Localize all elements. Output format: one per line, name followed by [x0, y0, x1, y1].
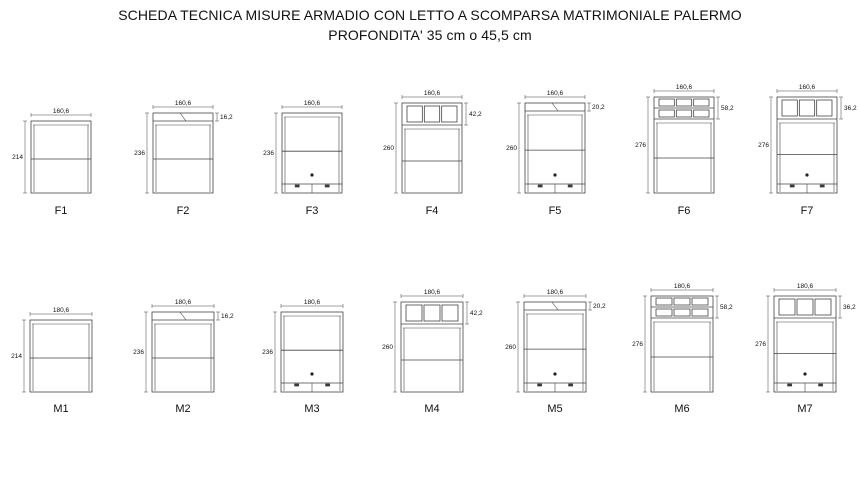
drawer-handle — [788, 384, 792, 386]
drawer-handle — [538, 185, 542, 187]
open-niche — [782, 100, 797, 116]
height-label: 236 — [133, 349, 144, 356]
wardrobe-outline — [30, 320, 92, 392]
wardrobe-outline — [777, 97, 837, 193]
open-niche — [692, 309, 708, 316]
wardrobe-outline — [651, 296, 713, 392]
model-code-label: M7 — [797, 403, 813, 415]
drawer-handle — [295, 384, 299, 386]
wardrobe-m4 — [382, 289, 483, 415]
model-code-label: M1 — [53, 403, 69, 415]
open-niche — [406, 305, 422, 321]
height-label: 214 — [11, 353, 22, 360]
open-niche — [797, 299, 813, 315]
model-code-label: M3 — [304, 403, 320, 415]
handle-dot — [805, 173, 808, 176]
top-height-label: 36,2 — [843, 304, 856, 311]
model-code-label: M2 — [175, 403, 191, 415]
open-niche — [817, 100, 832, 116]
top-flap-line — [552, 103, 558, 111]
open-niche — [442, 305, 458, 321]
wardrobe-f5 — [506, 90, 605, 217]
open-niche — [674, 309, 690, 316]
open-niche — [674, 298, 690, 305]
handle-dot — [553, 372, 556, 375]
width-label: 180,6 — [303, 299, 321, 306]
height-label: 260 — [382, 344, 393, 351]
top-flap-line — [180, 113, 186, 121]
width-label: 180,6 — [423, 289, 441, 296]
handle-dot — [310, 173, 313, 176]
open-niche — [424, 305, 440, 321]
height-label: 236 — [134, 150, 145, 157]
top-height-label: 58,2 — [720, 304, 733, 311]
height-label: 260 — [506, 145, 517, 152]
height-label: 260 — [505, 344, 516, 351]
drawer-handle — [326, 384, 330, 386]
open-niche — [815, 299, 831, 315]
wardrobe-outline — [401, 302, 463, 392]
width-label: 160,6 — [546, 90, 564, 97]
top-height-label: 36,2 — [844, 105, 857, 112]
open-niche — [676, 110, 691, 117]
model-code-label: F1 — [54, 205, 68, 217]
wardrobe-f7 — [758, 84, 857, 217]
top-height-label: 20,2 — [593, 303, 606, 310]
page-title: SCHEDA TECNICA MISURE ARMADIO CON LETTO A SCOMPARSA MATRIMONIALE PALERMO — [118, 7, 742, 23]
top-height-label: 20,2 — [592, 104, 605, 111]
open-niche — [779, 299, 795, 315]
model-code-label: M5 — [547, 403, 563, 415]
top-height-label: 58,2 — [721, 105, 734, 112]
open-niche — [407, 106, 422, 122]
open-niche — [656, 309, 672, 316]
wardrobe-f3 — [263, 100, 342, 217]
open-niche — [424, 106, 439, 122]
wardrobe-f4 — [383, 90, 482, 217]
page-subtitle: PROFONDITA' 35 cm o 45,5 cm — [328, 27, 532, 43]
handle-dot — [553, 173, 556, 176]
height-label: 276 — [635, 142, 646, 149]
width-label: 160,6 — [798, 84, 816, 91]
width-label: 160,6 — [52, 108, 70, 115]
wardrobe-m5 — [505, 289, 606, 415]
width-label: 180,6 — [174, 299, 192, 306]
wardrobe-m6 — [632, 283, 733, 415]
model-code-label: F4 — [425, 205, 439, 217]
wardrobe-m3 — [262, 299, 343, 415]
drawer-handle — [569, 384, 573, 386]
top-flap-line — [180, 312, 186, 320]
open-niche — [659, 99, 674, 106]
wardrobe-outline — [525, 103, 585, 193]
top-flap-line — [552, 302, 558, 310]
wardrobe-f6 — [635, 84, 734, 217]
wardrobe-m2 — [133, 299, 234, 415]
drawer-handle — [790, 185, 794, 187]
width-label: 160,6 — [675, 84, 693, 91]
height-label: 276 — [758, 142, 769, 149]
width-label: 180,6 — [546, 289, 564, 296]
wardrobe-f2 — [134, 100, 233, 217]
width-label: 160,6 — [423, 90, 441, 97]
drawer-handle — [820, 185, 824, 187]
height-label: 276 — [632, 341, 643, 348]
model-code-label: F2 — [176, 205, 190, 217]
open-niche — [659, 110, 674, 117]
wardrobe-outline — [402, 103, 462, 193]
drawer-handle — [295, 185, 299, 187]
wardrobe-outline — [774, 296, 836, 392]
open-niche — [692, 298, 708, 305]
width-label: 160,6 — [174, 100, 192, 107]
handle-dot — [310, 372, 313, 375]
width-label: 180,6 — [796, 283, 814, 290]
open-niche — [694, 110, 709, 117]
model-code-label: F6 — [677, 205, 691, 217]
top-height-label: 16,2 — [221, 313, 234, 320]
open-niche — [694, 99, 709, 106]
model-code-label: M6 — [674, 403, 690, 415]
open-niche — [676, 99, 691, 106]
height-label: 236 — [262, 349, 273, 356]
wardrobe-outline — [281, 312, 343, 392]
drawer-handle — [568, 185, 572, 187]
wardrobe-m1 — [11, 307, 92, 415]
top-height-label: 42,2 — [470, 310, 483, 317]
handle-dot — [803, 372, 806, 375]
height-label: 276 — [755, 341, 766, 348]
model-code-label: F7 — [800, 205, 814, 217]
model-code-label: F3 — [305, 205, 319, 217]
width-label: 180,6 — [52, 307, 70, 314]
width-label: 160,6 — [303, 100, 321, 107]
height-label: 214 — [12, 154, 23, 161]
height-label: 236 — [263, 150, 274, 157]
drawer-handle — [325, 185, 329, 187]
top-height-label: 42,2 — [469, 111, 482, 118]
width-label: 180,6 — [673, 283, 691, 290]
top-height-label: 16,2 — [220, 114, 233, 121]
height-label: 260 — [383, 145, 394, 152]
wardrobe-outline — [654, 97, 714, 193]
wardrobe-outline — [524, 302, 586, 392]
drawer-handle — [819, 384, 823, 386]
open-niche — [442, 106, 457, 122]
wardrobe-f1 — [12, 108, 91, 217]
wardrobe-outline — [31, 121, 91, 193]
model-code-label: F5 — [548, 205, 562, 217]
open-niche — [656, 298, 672, 305]
model-code-label: M4 — [424, 403, 440, 415]
wardrobe-m7 — [755, 283, 856, 415]
wardrobe-outline — [282, 113, 342, 193]
drawer-handle — [538, 384, 542, 386]
open-niche — [799, 100, 814, 116]
